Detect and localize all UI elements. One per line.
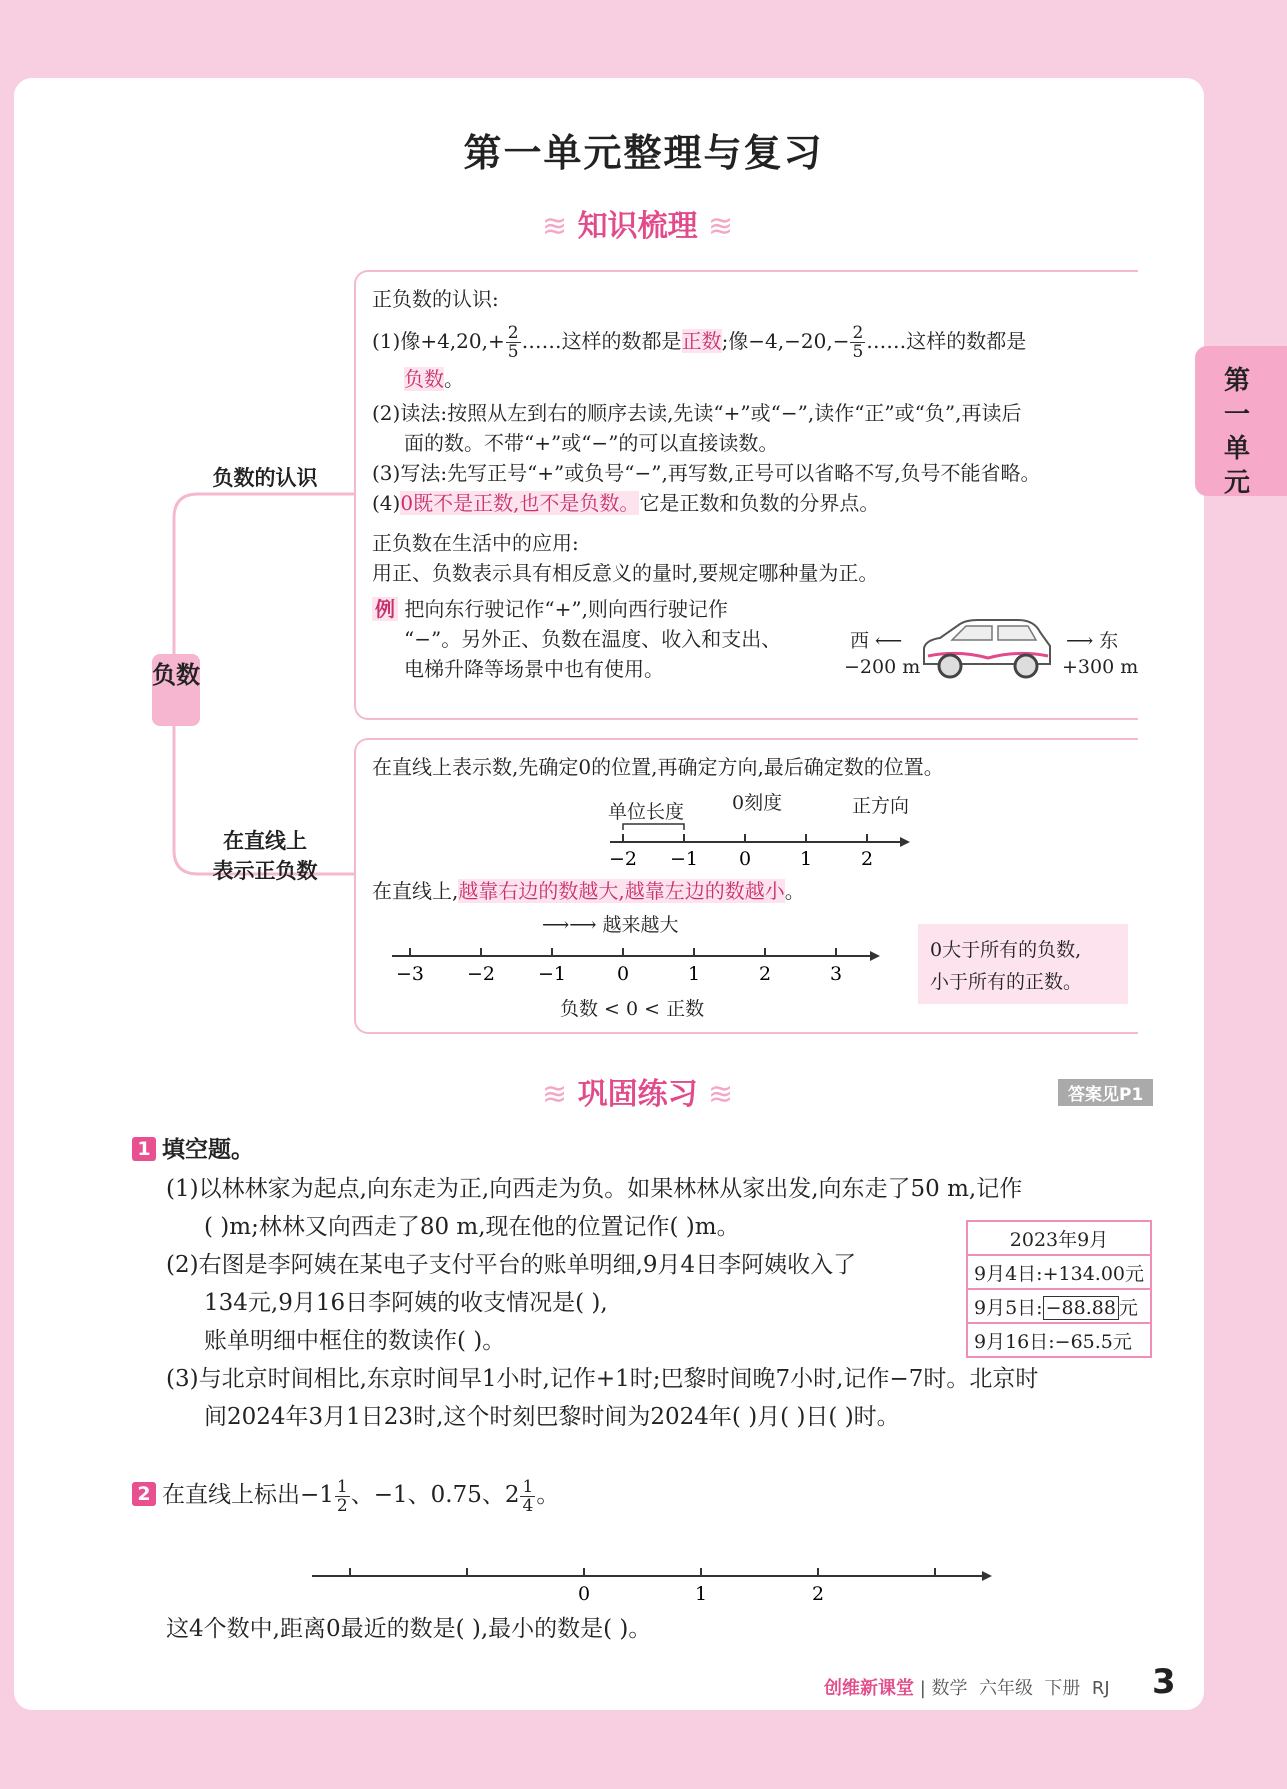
mindmap-node-numberline: [190, 826, 340, 886]
note-line2: 小于所有的正数。: [930, 971, 1083, 993]
bill-table: [966, 1220, 1152, 1358]
tick-label: 2: [860, 848, 874, 870]
text: 、−1、0.75、2: [350, 1482, 520, 1508]
text: 在直线上标出−1: [162, 1482, 334, 1508]
section-practice-label: 巩固练习: [577, 1077, 698, 1112]
east-label: ⟶ 东: [1066, 630, 1119, 652]
mindmap-node-numberline-l2: 表示正负数: [212, 859, 318, 883]
numberline-q2[interactable]: [300, 1560, 1000, 1610]
boxed-value: −88.88: [1043, 1296, 1119, 1320]
q1-body: [166, 1170, 1038, 1436]
wave-icon: ≋: [542, 209, 568, 244]
tick-label: 3: [829, 963, 843, 985]
mindmap-node-negative: 负数的认识: [212, 466, 318, 490]
tick-label: −1: [537, 963, 567, 985]
question-number: 1: [132, 1137, 156, 1161]
text: 9月5日:: [974, 1296, 1043, 1319]
q1-part1-line2[interactable]: ( )m;林林又向西走了80 m,现在他的位置记作( )m。: [204, 1214, 740, 1240]
text: 在直线上,: [372, 879, 459, 903]
page-number: 3: [1152, 1662, 1176, 1702]
bill-cell: [967, 1323, 1151, 1357]
text: 填空题。: [162, 1137, 254, 1163]
tick-label: 0: [577, 1583, 591, 1605]
west-value: −200 m: [844, 656, 921, 678]
tick-label: 1: [694, 1583, 708, 1605]
highlight: 越靠右边的数越大,越靠左边的数越小: [458, 879, 785, 903]
bigger-arrow: ⟶⟶ 越来越大: [542, 914, 679, 936]
bill-row: [967, 1289, 1151, 1323]
text: 西: [850, 630, 870, 652]
box1-heading: 正负数的认识:: [372, 287, 499, 311]
denominator: 5: [852, 342, 864, 362]
numerator: 2: [852, 323, 864, 343]
q2-answer-line[interactable]: 这4个数中,距离0最近的数是( ),最小的数是( )。: [166, 1616, 652, 1642]
note-line1: 0大于所有的负数,: [930, 939, 1082, 961]
q1-part2-line1: (2)右图是李阿姨在某电子支付平台的账单明细,9月4日李阿姨收入了: [166, 1252, 857, 1278]
fraction: [850, 324, 865, 361]
tick-label: −3: [395, 963, 425, 985]
mindmap-node-numberline-l1: 在直线上: [223, 829, 307, 853]
bill-row: [967, 1323, 1151, 1357]
box1-line5: 用正、负数表示具有相反意义的量时,要规定哪种量为正。: [372, 561, 879, 585]
box1-line1: [372, 318, 1041, 364]
text: 。: [536, 1482, 560, 1508]
text: −65.5元: [1054, 1330, 1132, 1353]
bill-row: [967, 1255, 1151, 1289]
mindmap-root: 负数: [152, 654, 200, 726]
box1-line4: [372, 488, 1041, 518]
q1-title: [132, 1131, 254, 1169]
q1-part2-line3[interactable]: 账单明细中框住的数读作( )。: [204, 1328, 506, 1354]
section-practice-heading: [542, 1069, 733, 1113]
wave-icon: ≋: [542, 1077, 568, 1112]
tick-label: −2: [608, 848, 638, 870]
tick-label: 0: [738, 848, 752, 870]
tick-label: 1: [799, 848, 813, 870]
car-icon: [918, 614, 1058, 684]
q1-part1-line1: (1)以林林家为起点,向东走为正,向西走为负。如果林林从家出发,向东走了50 m,记作: [166, 1176, 1023, 1202]
tick-label: 2: [758, 963, 772, 985]
q1-part3-line2[interactable]: 间2024年3月1日23时,这个时刻巴黎时间为2024年( )月( )日( )时。: [204, 1404, 900, 1430]
box1-line2: (2)读法:按照从左到右的顺序去读,先读“+”或“−”,读作“正”或“负”,再读后: [372, 401, 1022, 425]
direction-label: 正方向: [852, 795, 910, 817]
denominator: 4: [522, 1495, 534, 1516]
text: ……这样的数都是: [521, 329, 682, 353]
example-line2: “−”。另外正、负数在温度、收入和支出、: [404, 627, 782, 651]
q1-part3-line1: (3)与北京时间相比,东京时间早1小时,记作+1时;巴黎时间晚7小时,记作−7时。北京时: [166, 1366, 1039, 1392]
bill-head-row: [967, 1221, 1151, 1255]
tick-label: 1: [687, 963, 701, 985]
example-line3: 电梯升降等场景中也有使用。: [404, 657, 664, 681]
numberline-q2-ticks: [350, 1568, 935, 1605]
footer-edition: RJ: [1091, 1678, 1110, 1699]
note-box: [918, 924, 1128, 1004]
text: 。: [444, 367, 464, 391]
box1-line3: (3)写法:先写正号“+”或负号“−”,再写数,正号可以省略不写,负号不能省略。: [372, 461, 1041, 485]
bill-cell: [967, 1289, 1151, 1323]
box2-line2: [372, 876, 805, 906]
example-tag: 例: [372, 597, 398, 621]
tick-label: 2: [811, 1583, 825, 1605]
question-number: 2: [132, 1482, 156, 1506]
highlight: 负数: [404, 367, 444, 391]
footer-brand: 创维新课堂: [824, 1678, 914, 1699]
text: ……这样的数都是: [866, 329, 1027, 353]
box1-heading2: 正负数在生活中的应用:: [372, 531, 579, 555]
section-knowledge-label: 知识梳理: [577, 209, 698, 244]
numerator: 2: [507, 323, 519, 343]
zero-mark-label: 0刻度: [732, 792, 783, 814]
compare-text: 负数 < 0 < 正数: [560, 998, 705, 1020]
bill-head: 2023年9月: [967, 1221, 1151, 1255]
numberline-2-ticks: [396, 948, 842, 985]
denominator: 5: [507, 342, 519, 362]
text: 把向东行驶记作“+”,则向西行驶记作: [404, 597, 728, 621]
west-label: 西 ⟵: [850, 630, 903, 652]
highlight: 正数: [681, 329, 722, 353]
page-title: 第一单元整理与复习: [463, 131, 824, 175]
unit-side-tab-label: 第一单元: [1223, 366, 1250, 498]
footer-grade: 六年级: [978, 1678, 1033, 1699]
wave-icon: ≋: [708, 209, 734, 244]
footer-subject: 数学: [931, 1678, 968, 1699]
fraction: [520, 1478, 535, 1515]
box2-line1: 在直线上表示数,先确定0的位置,再确定方向,最后确定数的位置。: [372, 755, 944, 779]
highlight: 0既不是正数,也不是负数。: [400, 491, 640, 515]
text: ;像−4,−20,−: [721, 329, 850, 353]
wave-icon: ≋: [708, 1077, 734, 1112]
numberline-1: [600, 820, 920, 870]
text: (4): [372, 491, 401, 515]
text: 9月16日:: [974, 1330, 1055, 1353]
q1-part2-line2[interactable]: 134元,9月16日李阿姨的收支情况是( ),: [204, 1290, 608, 1316]
text: (1)像+4,20,+: [372, 329, 505, 353]
text: 。: [784, 879, 805, 903]
fraction: [335, 1478, 350, 1515]
unit-length-label: 单位长度: [608, 801, 685, 823]
tick-label: −1: [669, 848, 699, 870]
numberline-1-ticks: [609, 834, 873, 870]
footer: 创维新课堂 | 数学 六年级 下册 RJ: [824, 1678, 1110, 1699]
tick-label: 0: [616, 963, 630, 985]
q2-title: [132, 1470, 559, 1520]
numerator: 1: [522, 1476, 534, 1497]
text: 越来越大: [602, 914, 679, 936]
numberline-2: [380, 940, 890, 990]
tick-label: −2: [466, 963, 496, 985]
text: 9月4日:: [974, 1262, 1043, 1285]
text: +134.00元: [1042, 1262, 1144, 1285]
denominator: 2: [336, 1495, 348, 1516]
footer-term: 下册: [1044, 1678, 1081, 1699]
unit-side-tab[interactable]: [1195, 346, 1287, 496]
bill-cell: [967, 1255, 1151, 1289]
text: 元: [1118, 1296, 1138, 1319]
text: 它是正数和负数的分界点。: [639, 491, 880, 515]
fraction: [506, 324, 521, 361]
text: 东: [1099, 630, 1119, 652]
numerator: 1: [336, 1476, 348, 1497]
answer-reference-badge[interactable]: 答案见P1: [1058, 1079, 1153, 1106]
box1-line2b: 面的数。不带“+”或“−”的可以直接读数。: [404, 431, 779, 455]
section-knowledge-heading: [542, 201, 733, 245]
east-value: +300 m: [1062, 656, 1139, 678]
